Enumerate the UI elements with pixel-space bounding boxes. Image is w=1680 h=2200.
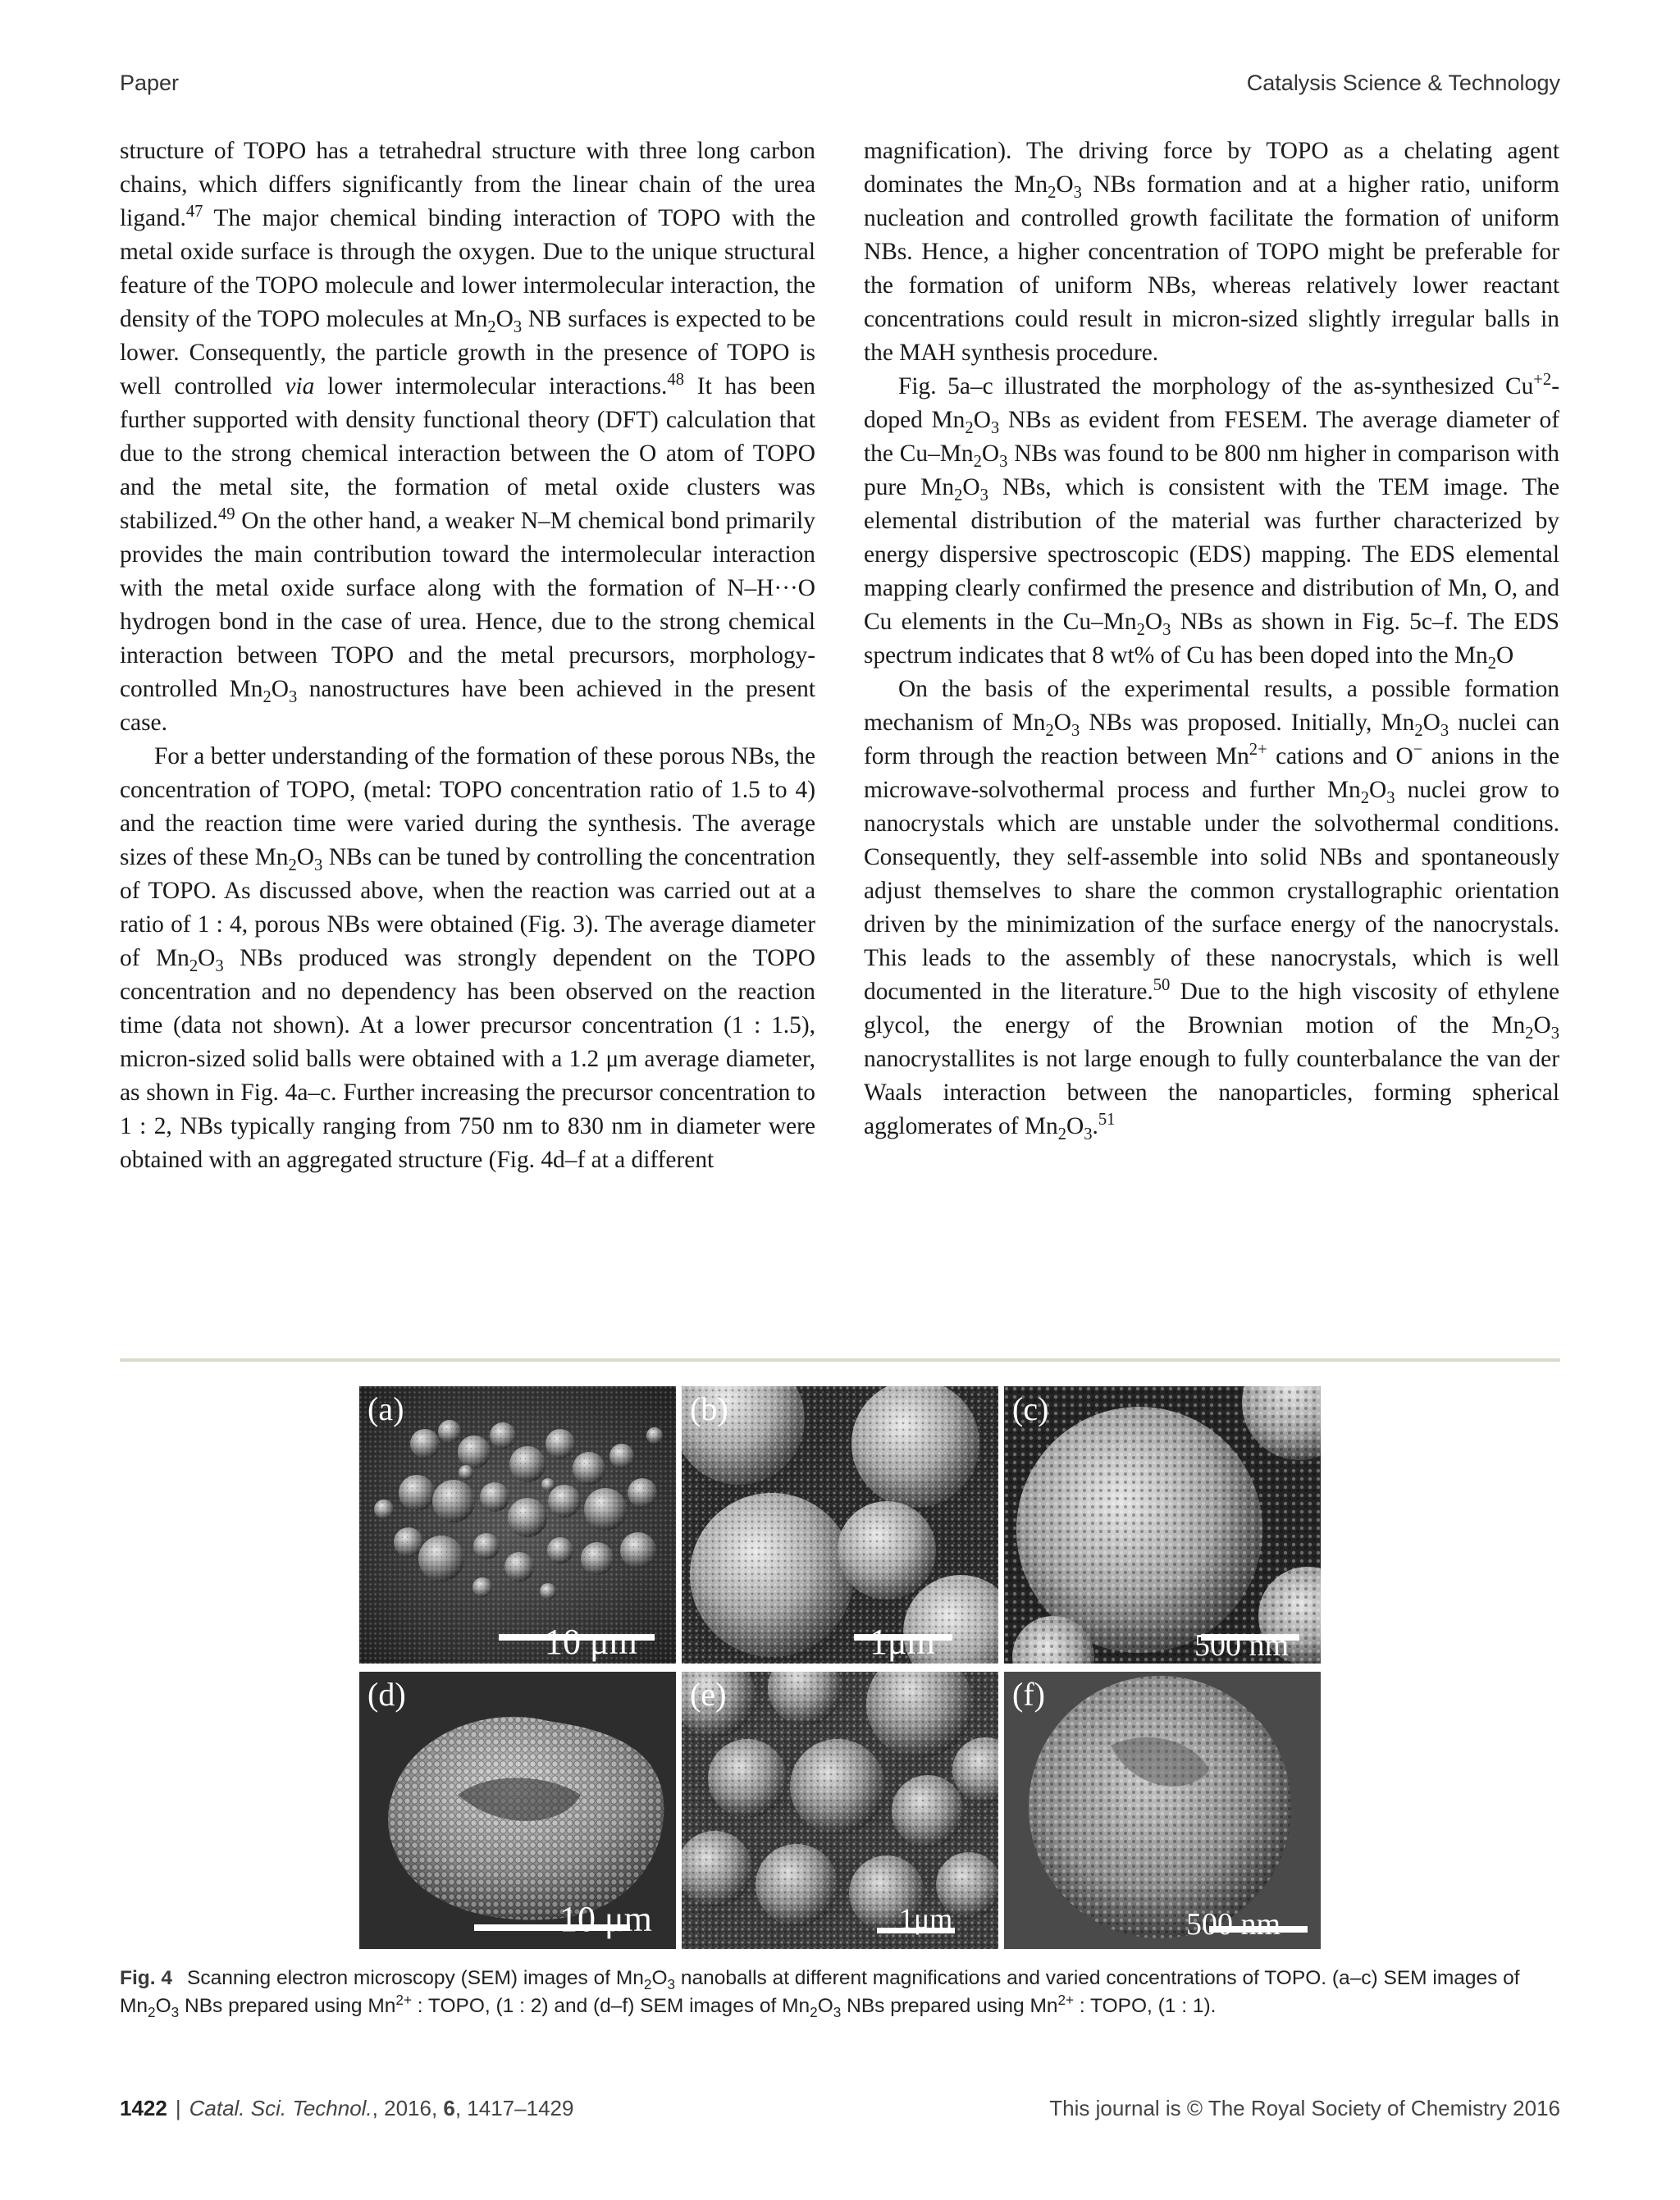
section-label: Paper bbox=[120, 71, 180, 95]
panel-label-c: (c) bbox=[1012, 1390, 1049, 1427]
panel-label-f: (f) bbox=[1012, 1676, 1045, 1713]
journal-abbrev: Catal. Sci. Technol. bbox=[189, 2096, 372, 2120]
right-column bbox=[864, 135, 1559, 1143]
scale-bar-label: 1μm bbox=[899, 1902, 953, 1935]
scale-bar-label: 500 nm bbox=[1186, 1907, 1281, 1942]
scale-bar-label: 10 μm bbox=[559, 1899, 652, 1939]
scale-bar-label: 500 nm bbox=[1194, 1628, 1290, 1663]
panel-label-d: (d) bbox=[368, 1676, 406, 1713]
scale-bar-label: 1μm bbox=[870, 1622, 935, 1662]
copyright: This journal is © The Royal Society of Chemistry 2016 bbox=[1049, 2096, 1560, 2120]
panel-label-e: (e) bbox=[690, 1676, 727, 1713]
sem-panel-c bbox=[1004, 1386, 1321, 1664]
sem-figure bbox=[359, 1386, 1321, 1949]
paragraph: Fig. 5a–c illustrated the morphology of the as-synthesized $Cu^{+2}$-doped $Mn_2O_3$ NBs as evident from FESEM. The average diameter of the $Cu-Mn_2O_3$ NBs was found to be 800 nm higher in comparison with pure $Mn_2O_3$ NBs, which is consistent with the TEM image. The elemental distribution of the material was further characterized by energy dispersive spectroscopic (EDS) mapping. The EDS elemental mapping clearly confirmed the presence and distribution of Mn, O, and Cu elements in the $Cu-Mn_2O_3$ NBs as shown in Fig. 5c–f. The EDS spectrum indicates that 8 wt% of Cu has been doped into the $Mn_2O$ bbox=[864, 371, 1559, 673]
running-header bbox=[120, 71, 1560, 103]
page-footer bbox=[120, 2096, 1560, 2129]
paragraph: On the basis of the experimental results, a possible formation mechanism of $Mn_2O_3$ NBs was proposed. Initially, $Mn_2O_3$ nuclei can form through the reaction between $Mn^{2+}$ cations and O− anions in the microwave-solvothermal process and further $Mn_2O_3$ nuclei grow to nanocrystals which are unstable under the solvothermal conditions. Consequently, they self-assemble into solid NBs and spontaneously adjust themselves to share the common crystallographic orientation driven by the minimization of the surface energy of the nanocrystals. This leads to the assembly of these nanocrystals, which is well documented in the literature.$^{50}$ Due to the high viscosity of ethylene glycol, the energy of the Brownian motion of the $Mn_2O_3$ nanocrystallites is not large enough to fully counterbalance the van der Waals interaction between the nanoparticles, forming spherical agglomerates of $Mn_2O_3.^{51}$ bbox=[864, 676, 1560, 1143]
figure-divider bbox=[120, 1358, 1560, 1362]
paragraph: magnification). The driving force by TOPO as a chelating agent dominates the $Mn_2O_3$ NBs formation and at a higher ratio, uniform nucleation and controlled growth facilitate the formation of uniform NBs. Hence, a higher concentration of TOPO might be preferable for the formation of uniform NBs, whereas relatively lower reactant concentrations could result in micron-sized slightly irregular balls in the MAH synthesis procedure. bbox=[864, 138, 1559, 366]
panel-label-b: (b) bbox=[690, 1390, 728, 1427]
paragraph: For a better understanding of the formation of these porous NBs, the concentration of TOPO, (metal: TOPO concentration ratio of 1.5 to 4) and the reaction time were varied during the synthesis. The average sizes of these $Mn_2O_3$ NBs can be tuned by controlling the concentration of TOPO. As discussed above, when the reaction was carried out at a ratio of 1 : 4, porous NBs were obtained (Fig. 3). The average diameter of $Mn_2O_3$ NBs produced was strongly dependent on the TOPO concentration and no dependency has been observed on the reaction time (data not shown). At a lower precursor concentration (1 : 1.5), micron-sized solid balls were obtained with a 1.2 μm average diameter, as shown in Fig. 4a–c. Further increasing the precursor concentration to 1 : 2, NBs typically ranging from 750 nm to 830 nm in diameter were obtained with an aggregated structure (Fig. 4d–f at a different bbox=[120, 743, 816, 1173]
panel-label-a: (a) bbox=[368, 1390, 404, 1427]
figure-label: Fig. 4 bbox=[120, 1967, 172, 1989]
citation: 1422 | Catal. Sci. Technol., 2016, 6, 1417–1429 bbox=[120, 2096, 574, 2120]
sem-panel-b bbox=[682, 1386, 998, 1664]
left-column bbox=[120, 135, 815, 1177]
scale-bar-label: 10 μm bbox=[545, 1622, 637, 1662]
journal-name: Catalysis Science & Technology bbox=[1246, 71, 1560, 95]
page-number: 1422 bbox=[120, 2096, 167, 2120]
figure-caption: Fig. 4 Scanning electron microscopy (SEM) images of $Mn_2O_3$ nanoballs at different magnifications and varied concentrations of TOPO. (a–c) SEM images of $Mn_2O_3$ NBs prepared using $Mn^{2+}$ : TOPO, (1 : 2) and (d–f) SEM images of $Mn_2O_3$ NBs prepared using $Mn^{2+}$ : TOPO, (1 : 1). bbox=[120, 1967, 1520, 2020]
paragraph: structure of TOPO has a tetrahedral structure with three long carbon chains, which differs significantly from the linear chain of the urea ligand.$^{47}$ The major chemical binding interaction of TOPO with the metal oxide surface is through the oxygen. Due to the unique structural feature of the TOPO molecule and lower intermolecular interaction, the density of the TOPO molecules at $Mn_2O_3$ NB surfaces is expected to be lower. Consequently, the particle growth in the presence of TOPO is well controlled via lower intermolecular interactions.$^{48}$ It has been further supported with density functional theory (DFT) calculation that due to the strong chemical interaction between the O atom of TOPO and the metal site, the formation of metal oxide clusters was stabilized.$^{49}$ On the other hand, a weaker N–M chemical bond primarily provides the main contribution toward the intermolecular interaction with the metal oxide surface along with the formation of N–H···O hydrogen bond in the case of urea. Hence, due to the strong chemical interaction between TOPO and the metal precursors, morphology-controlled $Mn_2O_3$ nanostructures have been achieved in the present case. bbox=[120, 138, 815, 736]
